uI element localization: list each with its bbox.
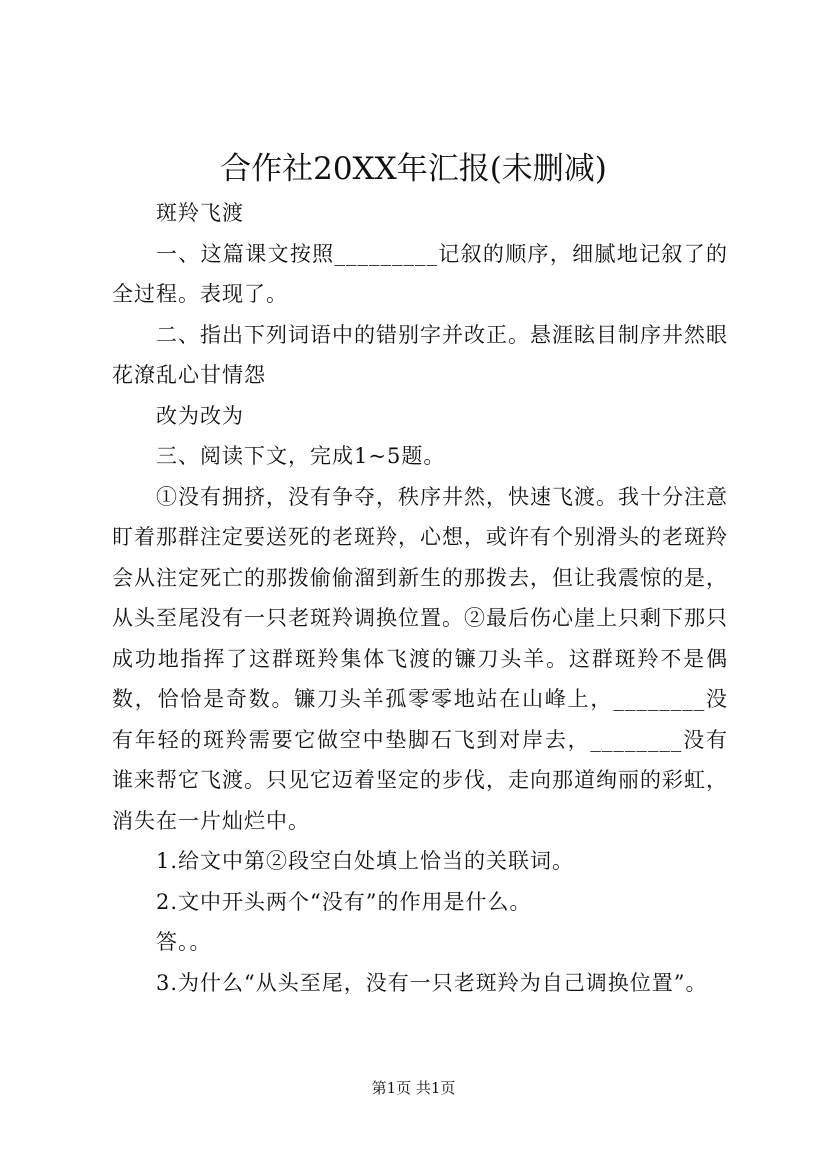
paragraph-question-3: 三、阅读下文，完成1~5题。: [156, 444, 446, 468]
paragraph-question-1: 一、这篇课文按照_________记叙的顺序，细腻地记叙了的全过程。表现了。: [112, 241, 728, 306]
document-body: [112, 193, 728, 1003]
paragraph-answer: 答。。: [156, 930, 212, 954]
paragraph-heading: 斑羚飞渡: [156, 201, 244, 225]
page-footer: 第1页 共1页: [371, 1079, 456, 1097]
document-title: 合作社20XX年汇报(未删减): [220, 151, 607, 187]
paragraph-correction: 改为改为: [156, 403, 244, 428]
paragraph-item-3: 3.为什么“从头至尾，没有一只老斑羚为自己调换位置”。: [156, 970, 708, 995]
paragraph-question-2: 二、指出下列词语中的错别字并改正。悬涯眩目制序井然眼花潦乱心甘情怨: [112, 322, 728, 387]
paragraph-passage: ①没有拥挤，没有争夺，秩序井然，快速飞渡。我十分注意盯着那群注定要送死的老斑羚，心想，或许有个别滑头的老斑羚会从注定死亡的那拨偷偷溜到新生的那拨去，但让我震惊的是，从头至尾没有一只老斑羚调换位置。②最后伤心崖上只剩下那只成功地指挥了这群斑羚集体飞渡的镰刀头羊。这群斑羚不是偶数，恰恰是奇数。镰刀头羊孤零零地站在山峰上，________没有年轻的斑羚需要它做空中垫脚石飞到对岸去，________没有谁来帮它飞渡。只见它迈着坚定的步伐，走向那道绚丽的彩虹，消失在一片灿烂中。: [112, 484, 728, 833]
paragraph-item-2: 2.文中开头两个“没有”的作用是什么。: [156, 889, 532, 914]
paragraph-item-1: 1.给文中第②段空白处填上恰当的关联词。: [156, 849, 575, 873]
